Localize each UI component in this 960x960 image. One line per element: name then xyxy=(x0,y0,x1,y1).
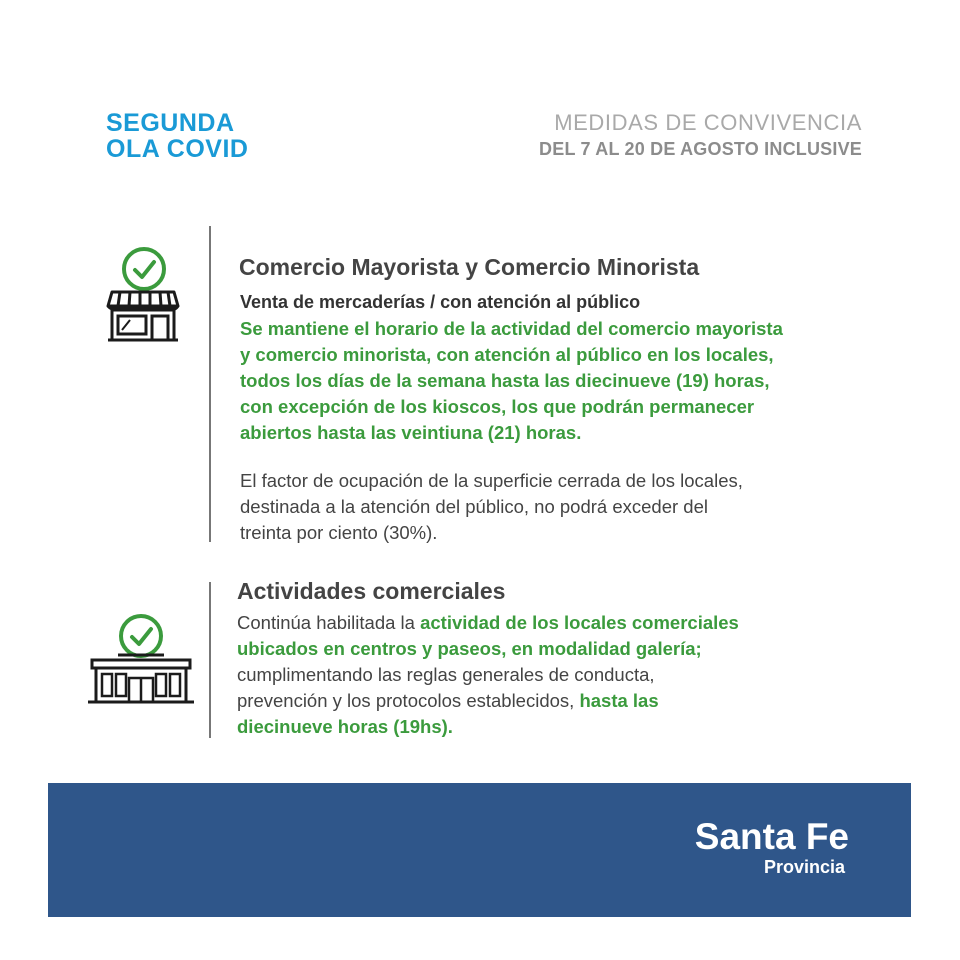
body-line: destinada a la atención del público, no podrá exceder del xyxy=(240,496,708,517)
body-line xyxy=(237,610,739,636)
section1-body xyxy=(240,468,743,546)
highlight-text: hasta las xyxy=(579,690,659,711)
store-check-icon xyxy=(104,244,182,344)
body-line xyxy=(237,662,739,688)
highlight-text: ubicados en centros y paseos, en modalidad galería; xyxy=(237,638,702,659)
campaign-title xyxy=(106,110,248,162)
footer-banner xyxy=(48,783,911,917)
plain-text: Continúa habilitada la xyxy=(237,612,421,633)
campaign-title-line1: SEGUNDA xyxy=(106,109,235,137)
section1-highlight xyxy=(240,316,783,446)
section2-divider xyxy=(209,582,211,738)
section2-body xyxy=(237,610,739,740)
body-line: treinta por ciento (30%). xyxy=(240,522,438,543)
highlight-text: diecinueve horas (19hs). xyxy=(237,716,453,737)
plain-text: cumplimentando las reglas generales de conducta, xyxy=(237,664,655,685)
highlight-line: Se mantiene el horario de la actividad del comercio mayorista xyxy=(240,318,783,339)
highlight-line: todos los días de la semana hasta las diecinueve (19) horas, xyxy=(240,370,770,391)
body-line: El factor de ocupación de la superficie cerrada de los locales, xyxy=(240,470,743,491)
body-line xyxy=(237,636,739,662)
body-line xyxy=(237,688,739,714)
highlight-line: abiertos hasta las veintiuna (21) horas. xyxy=(240,422,582,443)
body-line xyxy=(237,714,739,740)
highlight-line: con excepción de los kioscos, los que podrán permanecer xyxy=(240,396,755,417)
section1-title: Comercio Mayorista y Comercio Minorista xyxy=(239,254,700,280)
date-range: DEL 7 AL 20 DE AGOSTO INCLUSIVE xyxy=(539,139,862,159)
section1-divider xyxy=(209,226,211,542)
brand-logo-text: Santa Fe xyxy=(694,816,849,857)
section2-title: Actividades comerciales xyxy=(237,578,506,604)
campaign-title-line2: OLA COVID xyxy=(106,135,249,163)
plain-text: prevención y los protocolos establecidos, xyxy=(237,690,580,711)
highlight-text: actividad de los locales comerciales xyxy=(420,612,739,633)
highlight-line: y comercio minorista, con atención al público en los locales, xyxy=(240,344,774,365)
measures-heading: MEDIDAS DE CONVIVENCIA xyxy=(554,110,862,135)
brand-sub-text: Provincia xyxy=(763,857,845,877)
section1-subtitle: Venta de mercaderías / con atención al público xyxy=(240,292,641,312)
building-check-icon xyxy=(88,614,194,706)
header-subtitle xyxy=(539,110,862,162)
